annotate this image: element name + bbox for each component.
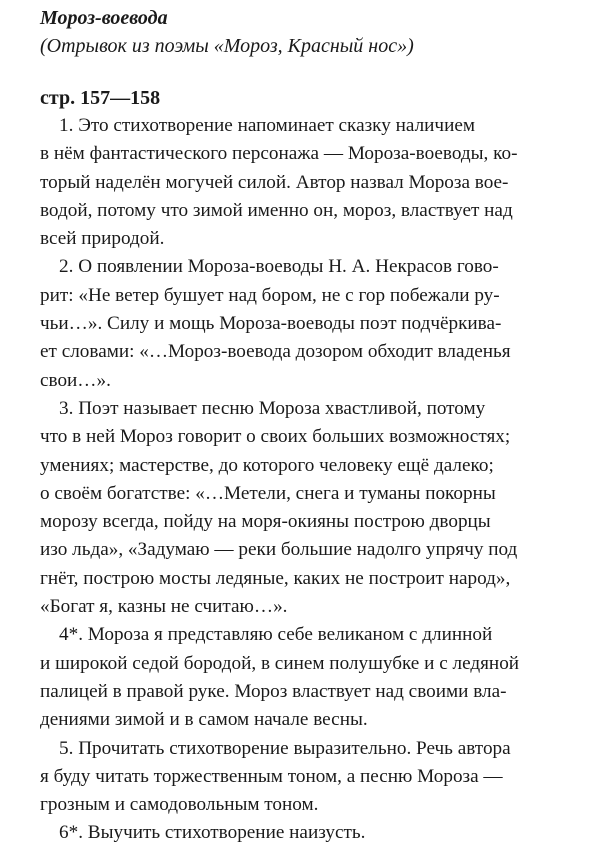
answer-paragraph: [40, 819, 586, 847]
page-reference: стр. 157—158: [40, 87, 161, 109]
paragraph-line: свои…».: [40, 369, 111, 391]
answer-paragraph: [40, 621, 586, 734]
paragraph-line: и широкой седой бородой, в синем полушубке и с ледяной: [40, 652, 520, 674]
answer-paragraph: [40, 735, 586, 820]
paragraph-line: 2. О появлении Мороза-воеводы Н. А. Некрасов гово-: [59, 256, 499, 278]
paragraph-line: всей природой.: [40, 228, 165, 250]
paragraph-line: в нём фантастического персонажа — Мороза-воеводы, ко-: [40, 143, 518, 165]
paragraph-line: ет словами: «…Мороз-воевода дозором обходит владенья: [40, 341, 511, 363]
paragraph-line: умениях; мастерстве, до которого человеку ещё далеко;: [40, 454, 494, 476]
paragraph-line: 4*. Мороза я представляю себе великаном с длинной: [59, 624, 493, 646]
answer-paragraph: [40, 112, 586, 253]
paragraph-line: водой, потому что зимой именно он, мороз, властвует над: [40, 199, 513, 221]
paragraph-line: чьи…». Силу и мощь Мороза-воеводы поэт подчёркива-: [40, 313, 502, 335]
poem-subtitle: (Отрывок из поэмы «Мороз, Красный нос»): [40, 35, 414, 57]
paragraph-line: «Богат я, казны не считаю…».: [40, 596, 288, 618]
paragraph-line: 3. Поэт называет песню Мороза хвастливой, потому: [59, 397, 486, 419]
poem-title: Мороз-воевода: [40, 7, 168, 29]
paragraph-line: о своём богатстве: «…Метели, снега и туманы покорны: [40, 482, 496, 504]
paragraph-line: изо льда», «Задумаю — реки большие надолго упрячу под: [40, 539, 518, 561]
paragraph-line: что в ней Мороз говорит о своих больших возможностях;: [40, 426, 511, 448]
paragraph-line: 5. Прочитать стихотворение выразительно. Речь автора: [59, 737, 511, 759]
answers-body: [40, 112, 586, 848]
paragraph-line: я буду читать торжественным тоном, а песню Мороза —: [40, 765, 503, 787]
paragraph-line: грозным и самодовольным тоном.: [40, 794, 319, 816]
paragraph-line: 1. Это стихотворение напоминает сказку наличием: [59, 115, 475, 136]
paragraph-line: торый наделён могучей силой. Автор назвал Мороза вое-: [40, 171, 509, 193]
answer-paragraph: [40, 395, 586, 621]
paragraph-line: гнёт, построю мосты ледяные, каких не построит народ»,: [40, 567, 511, 589]
paragraph-line: палицей в правой руке. Мороз властвует над своими вла-: [40, 680, 507, 702]
answer-paragraph: [40, 253, 586, 394]
paragraph-line: дениями зимой и в самом начале весны.: [40, 709, 368, 731]
paragraph-line: рит: «Не ветер бушует над бором, не с гор побежали ру-: [40, 284, 500, 306]
paragraph-line: морозу всегда, пойду на моря-окияны построю дворцы: [40, 511, 491, 533]
paragraph-line: 6*. Выучить стихотворение наизусть.: [59, 822, 366, 844]
